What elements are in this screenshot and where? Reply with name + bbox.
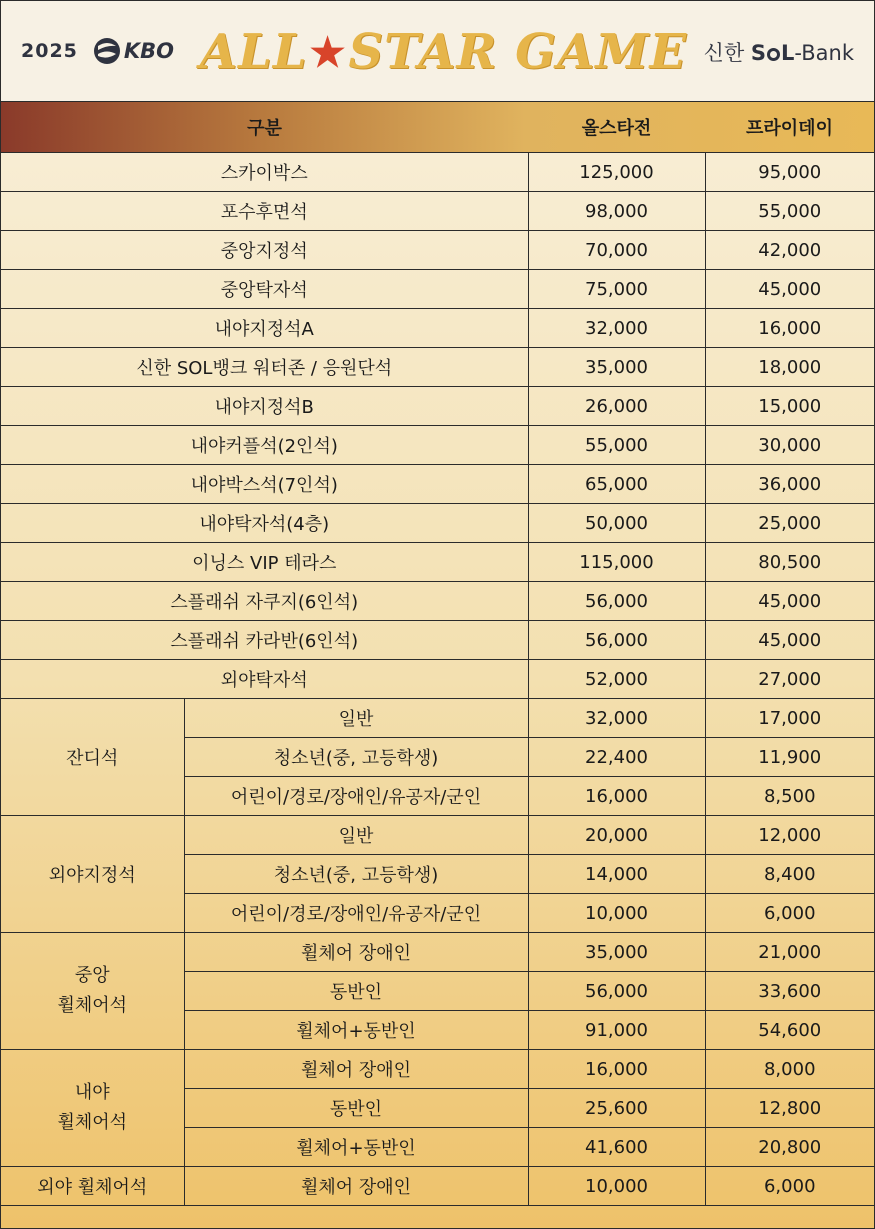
seat-name: 내야박스석(7인석) [1,465,528,504]
table-row [1,426,874,465]
seat-sub-name: 어린이/경로/장애인/유공자/군인 [184,894,528,933]
table-row [1,192,874,231]
friday-price: 30,000 [705,426,874,465]
sponsor-logo: 신한 S L-Bank [703,41,854,65]
seat-name: 내야커플석(2인석) [1,426,528,465]
group-name-line: 내야 [74,1082,110,1103]
friday-price: 45,000 [705,621,874,660]
table-row [1,465,874,504]
sol-o-icon [767,48,780,61]
allstar-price: 75,000 [528,270,705,309]
all-star-game-title: ALL ★ STAR GAME [199,24,688,80]
friday-price: 36,000 [705,465,874,504]
friday-price: 8,400 [705,855,874,894]
star-icon: ★ [309,28,347,76]
seat-sub-name: 어린이/경로/장애인/유공자/군인 [184,777,528,816]
seat-name: 중앙탁자석 [1,270,528,309]
group-name-line: 휠체어석 [57,1112,128,1133]
table-row [1,231,874,270]
allstar-price: 10,000 [528,894,705,933]
allstar-price: 56,000 [528,621,705,660]
seat-group-name: 잔디석 [1,699,184,816]
seat-sub-name: 휠체어 장애인 [184,1167,528,1206]
table-header [1,102,874,153]
table-row [1,1167,874,1206]
friday-price: 33,600 [705,972,874,1011]
table-row [1,816,874,855]
allstar-price: 26,000 [528,387,705,426]
friday-price: 54,600 [705,1011,874,1050]
seat-name: 스플래쉬 카라반(6인석) [1,621,528,660]
allstar-price: 32,000 [528,699,705,738]
allstar-price: 14,000 [528,855,705,894]
table-row [1,348,874,387]
allstar-price: 65,000 [528,465,705,504]
header-friday: 프라이데이 [746,118,833,139]
seat-sub-name: 동반인 [184,972,528,1011]
table-row [1,933,874,972]
friday-price: 12,800 [705,1089,874,1128]
seat-name: 이닝스 VIP 테라스 [1,543,528,582]
friday-price: 45,000 [705,270,874,309]
seat-sub-name: 청소년(중, 고등학생) [184,855,528,894]
allstar-price: 115,000 [528,543,705,582]
friday-price: 12,000 [705,816,874,855]
table-row [1,660,874,699]
price-table [1,102,874,1206]
friday-price: 15,000 [705,387,874,426]
friday-price: 17,000 [705,699,874,738]
group-name-line: 중앙 [74,965,110,986]
allstar-price: 56,000 [528,582,705,621]
seat-sub-name: 휠체어 장애인 [184,933,528,972]
table-row [1,699,874,738]
seat-name: 내야탁자석(4층) [1,504,528,543]
allstar-price: 98,000 [528,192,705,231]
seat-name: 내야지정석A [1,309,528,348]
group-name-line: 휠체어석 [57,995,128,1016]
table-row [1,543,874,582]
friday-price: 16,000 [705,309,874,348]
allstar-price: 55,000 [528,426,705,465]
seat-name: 외야탁자석 [1,660,528,699]
table-row [1,621,874,660]
seat-group-name [1,933,184,1050]
allstar-price: 35,000 [528,933,705,972]
allstar-price: 91,000 [528,1011,705,1050]
friday-price: 45,000 [705,582,874,621]
seat-name: 스카이박스 [1,153,528,192]
seat-name: 중앙지정석 [1,231,528,270]
friday-price: 42,000 [705,231,874,270]
seat-sub-name: 청소년(중, 고등학생) [184,738,528,777]
friday-price: 6,000 [705,1167,874,1206]
seat-name: 포수후면석 [1,192,528,231]
seat-name: 스플래쉬 자쿠지(6인석) [1,582,528,621]
friday-price: 95,000 [705,153,874,192]
friday-price: 21,000 [705,933,874,972]
banner [1,1,874,102]
friday-price: 20,800 [705,1128,874,1167]
allstar-price: 41,600 [528,1128,705,1167]
table-row [1,1050,874,1089]
seat-sub-name: 동반인 [184,1089,528,1128]
table-row [1,387,874,426]
allstar-price: 70,000 [528,231,705,270]
friday-price: 80,500 [705,543,874,582]
allstar-price: 35,000 [528,348,705,387]
kbo-emblem-icon [92,36,122,66]
header-category: 구분 [247,118,282,139]
allstar-price: 125,000 [528,153,705,192]
seat-sub-name: 일반 [184,699,528,738]
friday-price: 55,000 [705,192,874,231]
friday-price: 11,900 [705,738,874,777]
friday-price: 27,000 [705,660,874,699]
seat-name: 신한 SOL뱅크 워터존 / 응원단석 [1,348,528,387]
table-row [1,153,874,192]
kbo-logo [92,36,174,66]
table-row [1,309,874,348]
allstar-price: 10,000 [528,1167,705,1206]
allstar-price: 16,000 [528,1050,705,1089]
event-year: 2025 [21,40,78,62]
allstar-price: 50,000 [528,504,705,543]
seat-sub-name: 휠체어+동반인 [184,1128,528,1167]
seat-group-name: 외야지정석 [1,816,184,933]
seat-sub-name: 휠체어 장애인 [184,1050,528,1089]
friday-price: 18,000 [705,348,874,387]
friday-price: 8,500 [705,777,874,816]
friday-price: 6,000 [705,894,874,933]
kbo-wordmark: KBO [123,39,175,63]
allstar-price: 56,000 [528,972,705,1011]
table-row [1,582,874,621]
allstar-price: 52,000 [528,660,705,699]
allstar-price: 25,600 [528,1089,705,1128]
seat-group-name: 외야 휠체어석 [1,1167,184,1206]
seat-name: 내야지정석B [1,387,528,426]
allstar-price: 32,000 [528,309,705,348]
seat-sub-name: 일반 [184,816,528,855]
seat-sub-name: 휠체어+동반인 [184,1011,528,1050]
header-allstar: 올스타전 [581,118,652,139]
friday-price: 25,000 [705,504,874,543]
allstar-price: 16,000 [528,777,705,816]
table-row [1,504,874,543]
allstar-price: 20,000 [528,816,705,855]
seat-group-name [1,1050,184,1167]
friday-price: 8,000 [705,1050,874,1089]
allstar-price: 22,400 [528,738,705,777]
table-row [1,270,874,309]
